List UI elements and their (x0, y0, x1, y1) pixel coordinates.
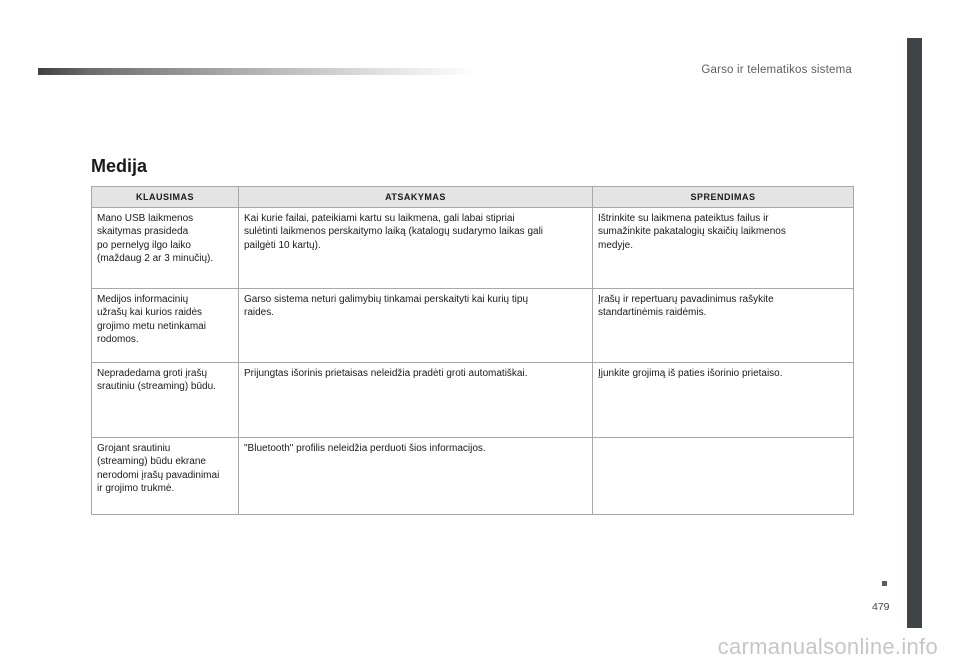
answer-text: Garso sistema neturi galimybių tinkamai perskaityti kai kurių tipų raides. (244, 294, 528, 319)
question-text: Grojant srautiniu (streaming) būdu ekrane nerodomi įrašų pavadinimai ir grojimo trukmė. (97, 443, 220, 495)
answer-cell (239, 289, 593, 363)
answer-cell (239, 438, 593, 515)
solution-cell (593, 363, 854, 438)
solution-cell (593, 208, 854, 289)
question-text: Medijos informacinių užrašų kai kurios raidės grojimo metu netinkamai rodomos. (97, 294, 206, 346)
column-header-answer: ATSAKYMAS (239, 187, 593, 208)
solution-text: Įrašų ir repertuarų pavadinimus rašykite standartinėmis raidėmis. (598, 294, 774, 319)
answer-text: Prijungtas išorinis prietaisas neleidžia pradėti groti automatiškai. (244, 368, 528, 379)
section-title: Garso ir telematikos sistema (701, 64, 852, 76)
solution-text: Įjunkite grojimą iš paties išorinio prietaiso. (598, 368, 783, 379)
watermark-text: carmanualsonline.info (717, 634, 938, 659)
column-header-solution: SPRENDIMAS (593, 187, 854, 208)
troubleshooting-table (91, 186, 854, 515)
question-cell (92, 208, 239, 289)
solution-cell (593, 289, 854, 363)
answer-text: Kai kurie failai, pateikiami kartu su laikmena, gali labai stipriai sulėtinti laikmenos perskaitymo laiką (katalogų sudarymo laikas gali pailgėti 10 kartų). (244, 213, 544, 251)
page-heading: Medija (91, 156, 148, 176)
solution-text: Ištrinkite su laikmena pateiktus failus ir sumažinkite pakatalogių skaičių laikmenos medyje. (598, 213, 786, 251)
table-header-row (92, 187, 854, 208)
chapter-tab-bar (907, 38, 922, 628)
page-number: 479 (872, 601, 890, 613)
column-header-question: KLAUSIMAS (92, 187, 239, 208)
table-row (92, 438, 854, 515)
table-row (92, 363, 854, 438)
answer-text: "Bluetooth" profilis neleidžia perduoti šios informacijos. (244, 443, 486, 454)
header-gradient-rule (38, 68, 478, 75)
question-text: Nepradedama groti įrašų srautiniu (streaming) būdu. (97, 368, 216, 393)
table-row (92, 208, 854, 289)
page-marker (882, 581, 887, 586)
question-cell (92, 363, 239, 438)
table-row (92, 289, 854, 363)
solution-cell (593, 438, 854, 515)
question-cell (92, 438, 239, 515)
answer-cell (239, 208, 593, 289)
answer-cell (239, 363, 593, 438)
question-cell (92, 289, 239, 363)
question-text: Mano USB laikmenos skaitymas prasideda po pernelyg ilgo laiko (maždaug 2 ar 3 minučių). (97, 213, 214, 265)
